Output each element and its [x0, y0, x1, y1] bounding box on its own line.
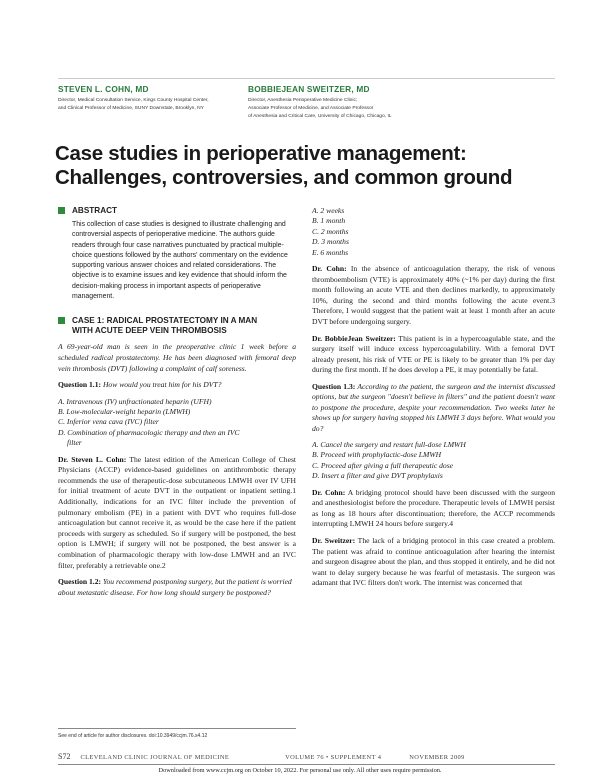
- sweitzer-commentary-2: Dr. Sweitzer: The lack of a bridging protocol in this case created a problem. The patient was afraid to continue anticoagulation after hearing the internist and surgeon disagree about the plan, and thus stopped it entirely, and he did not want to delay surgery because he was fearful of metastasis. The surgeon was adamant that IVC filters don't work. The internist was concerned that: [312, 536, 556, 588]
- left-column: [58, 206, 296, 598]
- answer-option: A. 2 weeks: [312, 206, 345, 215]
- cohn-commentary-2: Dr. Cohn: In the absence of anticoagulation therapy, the risk of venous thromboembolism (VTE) is approximately 40% (~1% per day) during the first month following an acute VTE and then declines markedly, to approximately 10%, during the second and third months following the acute event.3 Therefore, I would suggest that the patient wait at least 1 month after an acute DVT before undergoing surgery.: [312, 264, 555, 326]
- answer-option: B. Low-molecular-weight heparin (LMWH): [58, 406, 191, 416]
- author-name: BOBBIEJEAN SWEITZER, MD: [248, 84, 370, 94]
- question-1-1-options: [58, 397, 296, 449]
- author-affiliation: [248, 97, 392, 121]
- top-rule: [58, 78, 555, 79]
- sweitzer-commentary-1: Dr. BobbieJean Sweitzer: This patient is in a hypercoagulable state, and the surgery itself will induce excess hypercoagulability. With a femoral DVT already present, his risk of VTE or PE is likely to be greater than 1% per day during the first month. If he does develop a PE, it may potentially be fatal.: [312, 333, 555, 375]
- download-notice: Downloaded from www.ccjm.org on October 10, 2022. For personal use only. All other uses require permission.: [158, 767, 442, 774]
- footnote: See end of article for author disclosures. doi:10.3949/ccjm.76.s4.12: [58, 733, 208, 739]
- journal-name: CLEVELAND CLINIC JOURNAL OF MEDICINE: [80, 754, 230, 761]
- section-square-icon: [58, 207, 65, 214]
- question-1-3-options: [312, 440, 555, 482]
- answer-option: C. Proceed after giving a full therapeutic dose: [312, 460, 454, 470]
- article-title: [55, 142, 555, 190]
- title-line: Case studies in perioperative management:: [55, 142, 467, 165]
- cohn-commentary-3: Dr. Cohn: A bridging protocol should have been discussed with the surgeon and anesthesiologist before the procedure. Therapeutic levels of LMWH persist as long as 18 hours after discontinuation; therefore, the ACCP recommends interrupting LMWH 24 hours before surgery.4: [312, 487, 555, 529]
- footer-rule: [58, 764, 555, 765]
- author-cohn: [58, 84, 209, 113]
- answer-option: B. 1 month: [312, 216, 346, 226]
- answer-option: D. 3 months: [312, 237, 349, 247]
- author-name: STEVEN L. COHN, MD: [58, 84, 149, 94]
- answer-option: D. Insert a filter and give DVT prophylaxis: [312, 471, 443, 481]
- issue-date: NOVEMBER 2009: [409, 754, 465, 761]
- question-1-2: Question 1.2: You recommend postponing surgery, but the patient is worried about metastatic disease. For how long should surgery be postponed?: [58, 577, 292, 597]
- abstract-heading: ABSTRACT: [58, 206, 296, 216]
- answer-option: A. Cancel the surgery and restart full-dose LMWH: [312, 440, 466, 449]
- title-line: Challenges, controversies, and common ground: [55, 166, 513, 189]
- answer-option: filter: [67, 438, 82, 448]
- affiliation-line: Director, Medical Consultation Service, Kings County Hospital Center,: [58, 98, 209, 103]
- answer-option: B. Proceed with prophylactic-dose LMWH: [312, 450, 442, 460]
- affiliation-line: of Anesthesia and Critical Care, University of Chicago, Chicago, IL: [248, 114, 392, 119]
- author-affiliation: [58, 97, 209, 113]
- question-1-2-options: [312, 206, 555, 258]
- case1-heading: CASE 1: RADICAL PROSTATECTOMY IN A MAN WITH ACUTE DEEP VEIN THROMBOSIS: [58, 316, 296, 336]
- answer-option: A. Intravenous (IV) unfractionated heparin (UFH): [58, 396, 212, 406]
- answer-option: C. 2 months: [312, 226, 349, 236]
- author-sweitzer: [248, 84, 392, 121]
- abstract-text: This collection of case studies is designed to illustrate challenging and controversial aspects of perioperative medicine. The authors guide readers through four case narratives punctuated by practical multiple-choice questions followed by the authors' commentary on the evidence supporting various answer choices and related considerations. The objective is to examine issues and key evidence that should inform the decision-making process in important aspects of perioperative management.: [72, 221, 288, 301]
- answer-option: D. Combination of pharmacologic therapy and then an IVC: [58, 427, 240, 437]
- affiliation-line: Director, Anesthesia Perioperative Medicine Clinic;: [248, 98, 358, 103]
- answer-option: C. Inferior vena cava (IVC) filter: [58, 417, 159, 427]
- page-footer: [58, 752, 465, 761]
- answer-option: E. 6 months: [312, 247, 349, 257]
- page-number: S72: [58, 752, 71, 761]
- question-1-3: Question 1.3: According to the patient, the surgeon and the internist discussed options, but the surgeon "doesn't believe in filters" and the patient doesn't want to postpone the procedure, despite your recommendation. Two weeks later he shows up for surgery having stopped his LMWH 3 days before. What would you do?: [312, 381, 555, 433]
- cohn-commentary-1: Dr. Steven L. Cohn: The latest edition of the American College of Chest Physicians (ACCP) evidence-based guidelines on antithrombotic therapy recommends the use of therapeutic-dose subcutaneous LMWH over IV UFH for initial treatment of acute DVT in the outpatient or inpatient setting.1 Additionally, indications for an IVC filter include the prevention of pulmonary embolism (PE) in a patient with DVT who requires full-dose anticoagulation but cannot receive it, as would be the case here if the patient proceeds with surgery as scheduled. So if surgery will be postponed, the best option is LMWH; if surgery will not be postponed, the best answer is a combination of pharmacologic therapy with low-dose LMWH and an IVC filter, preferably a retrievable one.2: [58, 454, 297, 570]
- right-column: [312, 206, 555, 589]
- affiliation-line: Associate Professor of Medicine, and Associate Professor: [248, 106, 374, 111]
- affiliation-line: and Clinical Professor of Medicine, SUNY Downstate, Brooklyn, NY: [58, 106, 204, 111]
- question-1-1: Question 1.1: How would you treat him for his DVT?: [58, 380, 222, 390]
- volume-info: VOLUME 76 • SUPPLEMENT 4: [285, 754, 382, 761]
- section-square-icon: [58, 317, 65, 324]
- footnote-rule: [58, 728, 296, 729]
- case1-intro: A 69-year-old man is seen in the preoperative clinic 1 week before a scheduled radical prostatectomy. He has been diagnosed with femoral deep vein thrombosis (DVT) following a complaint of calf soreness.: [58, 342, 296, 373]
